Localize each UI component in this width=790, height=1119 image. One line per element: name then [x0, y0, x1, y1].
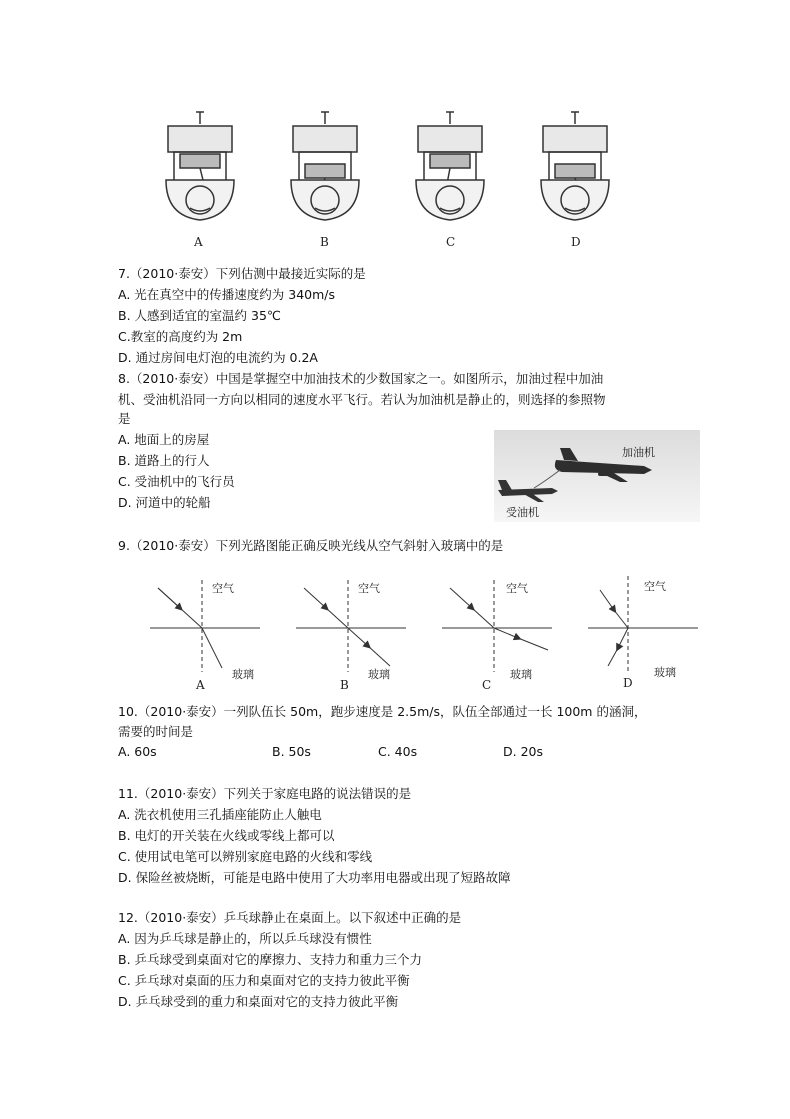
engine-label-c: C [446, 235, 456, 249]
q8-option-a: A. 地面上的房屋 [118, 432, 210, 447]
q7-option-c: C.教室的高度约为 2m [118, 329, 243, 344]
q7-stem: 7.（2010·泰安）下列估测中最接近实际的是 [118, 266, 366, 281]
q11-option-a: A. 洗衣机使用三孔插座能防止人触电 [118, 807, 322, 822]
q8-stem-line1: 8.（2010·泰安）中国是掌握空中加油技术的少数国家之一。如图所示，加油过程中加油 [118, 371, 604, 386]
engine-diagram-c [416, 112, 484, 220]
q12-option-d: D. 乒乓球受到的重力和桌面对它的支持力彼此平衡 [118, 994, 399, 1009]
diagram-c-glass-label: 玻璃 [510, 668, 532, 681]
engine-label-a: A [194, 235, 203, 249]
q11-option-c: C. 使用试电笔可以辨别家庭电路的火线和零线 [118, 849, 373, 864]
q12-option-a: A. 因为乒乓球是静止的，所以乒乓球没有惯性 [118, 931, 372, 946]
q7-option-a: A. 光在真空中的传播速度约为 340m/s [118, 287, 336, 302]
refueling-photo [494, 430, 700, 522]
q8-stem-line3: 是 [118, 411, 131, 426]
diagram-d-air-label: 空气 [644, 580, 666, 593]
diagram-c-air-label: 空气 [506, 582, 528, 595]
q8-option-c: C. 受油机中的飞行员 [118, 474, 235, 489]
q10-stem-line2: 需要的时间是 [118, 724, 194, 739]
q11-option-b: B. 电灯的开关装在火线或零线上都可以 [118, 828, 335, 843]
receiver-label: 受油机 [506, 506, 539, 519]
q8-stem-line2: 机、受油机沿同一方向以相同的速度水平飞行。若认为加油机是静止的，则选择的参照物 [118, 392, 606, 407]
q8-option-d: D. 河道中的轮船 [118, 495, 211, 510]
q11-option-d: D. 保险丝被烧断，可能是电路中使用了大功率用电器或出现了短路故障 [118, 870, 511, 885]
q10-stem-line1: 10.（2010·泰安）一列队伍长 50m，跑步速度是 2.5m/s，队伍全部通过一长 100m 的涵洞， [118, 704, 647, 719]
q8-option-b: B. 道路上的行人 [118, 453, 210, 468]
engine-label-b: B [320, 235, 329, 249]
q10-option-a: A. 60s [118, 744, 157, 759]
q7-option-b: B. 人感到适宜的室温约 35℃ [118, 308, 281, 323]
engine-label-d: D [571, 235, 581, 249]
q10-option-d: D. 20s [503, 744, 543, 759]
diagram-b-glass-label: 玻璃 [368, 668, 390, 681]
q9-stem: 9.（2010·泰安）下列光路图能正确反映光线从空气斜射入玻璃中的是 [118, 538, 504, 553]
engine-diagram-d [541, 112, 609, 220]
q12-option-b: B. 乒乓球受到桌面对它的摩擦力、支持力和重力三个力 [118, 952, 423, 967]
engine-diagram-b [291, 112, 359, 220]
diagram-a-air-label: 空气 [212, 582, 234, 595]
q7-option-d: D. 通过房间电灯泡的电流约为 0.2A [118, 350, 318, 365]
engine-strokes-figure [150, 108, 670, 253]
diagram-label-d: D [623, 676, 633, 690]
tanker-label: 加油机 [622, 446, 655, 459]
diagram-a-glass-label: 玻璃 [232, 668, 254, 681]
q10-option-b: B. 50s [272, 744, 311, 759]
diagram-label-c: C [482, 678, 492, 692]
q12-stem: 12.（2010·泰安）乒乓球静止在桌面上。以下叙述中正确的是 [118, 910, 462, 925]
engine-diagram-a [166, 112, 234, 220]
diagram-d-glass-label: 玻璃 [654, 666, 676, 679]
light-refraction-figure [140, 572, 700, 692]
refraction-diagram-d [588, 576, 698, 672]
q11-stem: 11.（2010·泰安）下列关于家庭电路的说法错误的是 [118, 786, 412, 801]
diagram-label-b: B [340, 678, 349, 692]
refraction-diagram-a [150, 580, 260, 672]
q10-option-c: C. 40s [378, 744, 418, 759]
diagram-label-a: A [196, 678, 205, 692]
refraction-diagram-b [296, 580, 406, 672]
q12-option-c: C. 乒乓球对桌面的压力和桌面对它的支持力彼此平衡 [118, 973, 410, 988]
diagram-b-air-label: 空气 [358, 582, 380, 595]
refraction-diagram-c [442, 580, 552, 672]
